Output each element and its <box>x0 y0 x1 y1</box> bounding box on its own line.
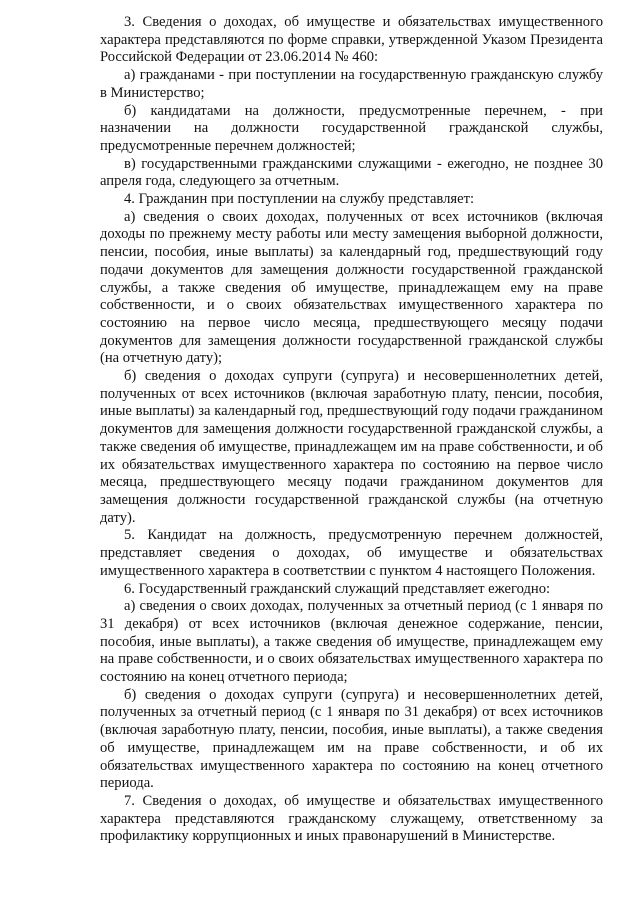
paragraph-4b: б) сведения о доходах супруги (супруга) и несовершеннолетних детей, полученных от всех источников (включая заработную плату, пенсии, пособия, иные выплаты) за календарный год, предшествующий году подачи гражданином документов для замещения должности государственной гражданской службы, а также сведения об имуществе, принадлежащем им на праве собственности, и об их обязательствах имущественного характера по состоянию на первое число месяца, предшествующего месяцу подачи гражданином документов для замещения должности государственной гражданской службы (на отчетную дату). <box>100 368 603 526</box>
paragraph-5: 5. Кандидат на должность, предусмотренную перечнем должностей, представляет сведения о доходах, об имуществе и обязательствах имущественного характера в соответствии с пунктом 4 настоящего Положения. <box>100 527 603 579</box>
document-page <box>100 14 603 846</box>
paragraph-6a: а) сведения о своих доходах, полученных за отчетный период (с 1 января по 31 декабря) от всех источников (включая денежное содержание, пенсии, пособия, иные выплаты), а также сведения об имуществе, принадлежащем ему на праве собственности, и о своих обязательствах имущественного характера по состоянию на конец отчетного периода; <box>100 598 603 686</box>
paragraph-3b: б) кандидатами на должности, предусмотренные перечнем, - при назначении на должности государственной гражданской службы, предусмотренные перечнем должностей; <box>100 102 603 154</box>
paragraph-6-intro: 6. Государственный гражданский служащий представляет ежегодно: <box>124 580 551 597</box>
paragraph-3a: а) гражданами - при поступлении на государственную гражданскую службу в Министерство; <box>100 67 603 101</box>
paragraph-3-intro: 3. Сведения о доходах, об имуществе и обязательствах имущественного характера представляются по форме справки, утвержденной Указом Президента Российской Федерации от 23.06.2014 № 460: <box>100 14 603 66</box>
paragraph-6b: б) сведения о доходах супруги (супруга) и несовершеннолетних детей, полученных за отчетный период (с 1 января по 31 декабря) от всех источников (включая заработную плату, пенсии, пособия, иные выплаты), а также сведения об имуществе, принадлежащем им на праве собственности, и об их обязательствах имущественного характера по состоянию на конец отчетного периода. <box>100 686 603 792</box>
paragraph-4-intro: 4. Гражданин при поступлении на службу представляет: <box>124 191 475 208</box>
paragraph-7: 7. Сведения о доходах, об имуществе и обязательствах имущественного характера представляются гражданскому служащему, ответственному за профилактику коррупционных и иных правонарушений в Министерстве. <box>100 792 603 845</box>
paragraph-3c: в) государственными гражданскими служащими - ежегодно, не позднее 30 апреля года, следующего за отчетным. <box>100 155 603 190</box>
paragraph-4a: а) сведения о своих доходах, полученных от всех источников (включая доходы по прежнему месту работы или месту замещения выборной должности, пенсии, пособия, иные выплаты) за календарный год, предшествующий году подачи документов для замещения должности государственной гражданской службы, а также сведения об имуществе, принадлежащем ему на праве собственности, и о своих обязательствах имущественного характера по состоянию на первое число месяца, предшествующего месяцу подачи документов для замещения должности государственной гражданской службы (на отчетную дату); <box>100 208 603 367</box>
